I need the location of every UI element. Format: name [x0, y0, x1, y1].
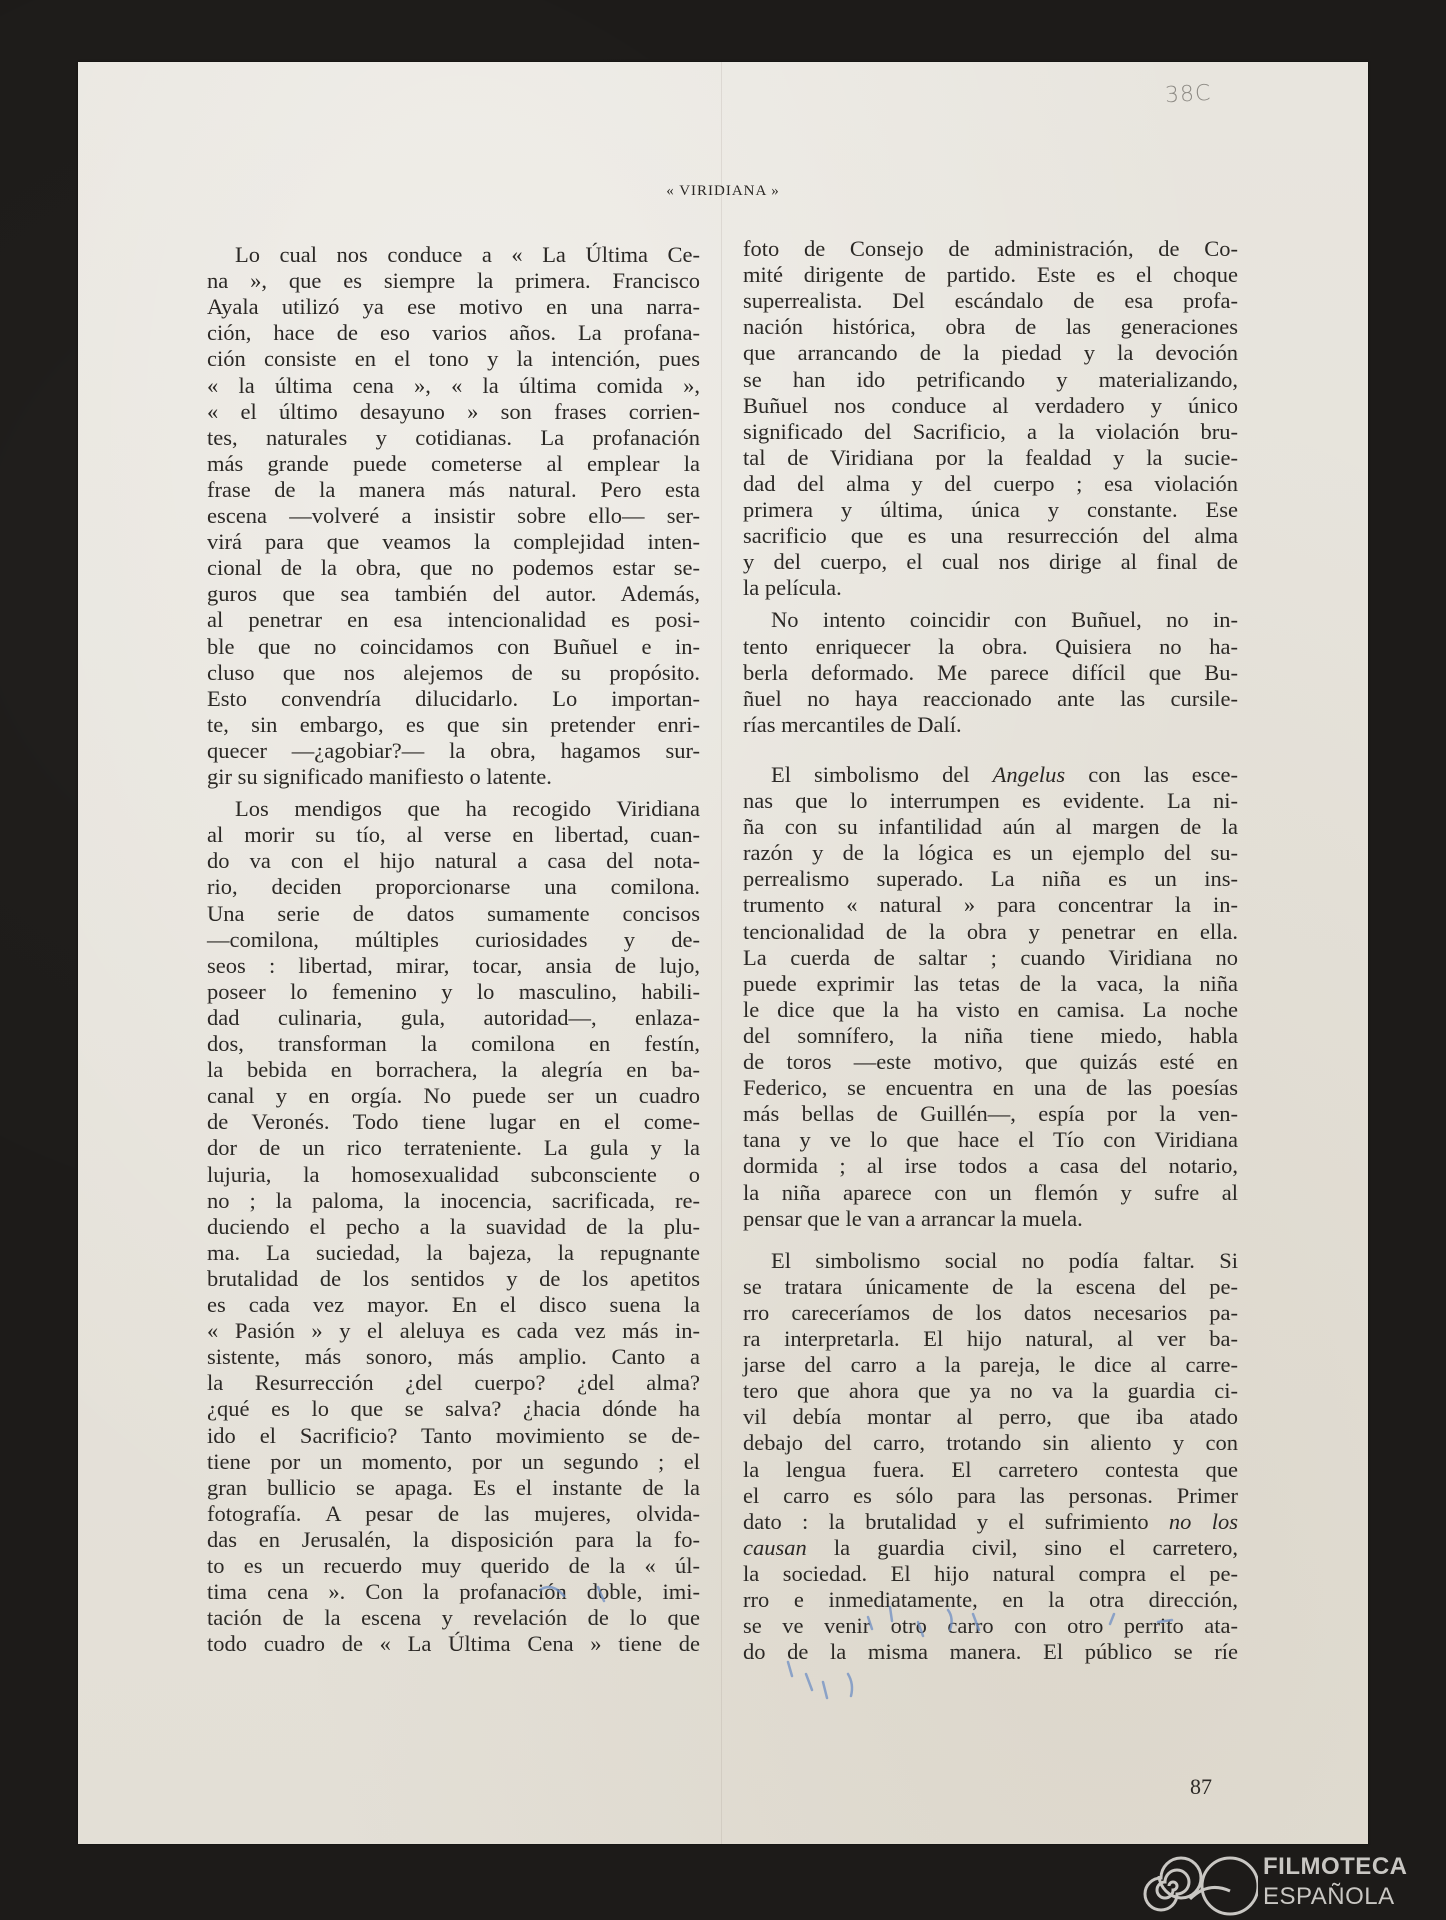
text-run: del somnífero, la niña tiene miedo, habla — [743, 1022, 1238, 1048]
text-run: dad del alma y del cuerpo ; esa violación — [743, 470, 1238, 496]
handwritten-note: 38C — [1164, 80, 1212, 109]
text-line — [207, 822, 700, 848]
text-line — [743, 1049, 1238, 1075]
text-run: ble que no coincidamos con Buñuel e in- — [207, 633, 700, 659]
text-line — [207, 901, 700, 927]
text-run: Ayala utilizó ya ese motivo en una narra- — [207, 294, 700, 320]
running-header-text: « VIRIDIANA » — [666, 183, 780, 199]
text-run: le dice que la ha visto en camisa. La noche — [743, 996, 1238, 1022]
text-run: al penetrar en esa intencionalidad es posi- — [207, 607, 700, 633]
text-line — [743, 971, 1238, 997]
text-line — [743, 712, 1238, 738]
text-run: te, sin embargo, es que sin pretender enri- — [207, 711, 700, 737]
text-run: dor de un rico terrateniente. La gula y la — [207, 1135, 700, 1161]
text-line — [743, 1127, 1238, 1153]
text-run: vil debía montar al perro, que iba atado — [743, 1404, 1238, 1430]
text-run: ción consiste en el tono y la intención, pues — [207, 346, 700, 372]
text-run: dormida ; al irse todos a casa del notario, — [743, 1153, 1238, 1179]
text-line — [743, 314, 1238, 340]
text-run: es cada vez mayor. En el disco suena la — [207, 1292, 700, 1317]
text-run: frase de la manera más natural. Pero esta — [207, 476, 700, 502]
text-line — [207, 373, 700, 399]
text-run: poseer lo femenino y lo masculino, habili- — [207, 978, 700, 1004]
text-line — [743, 1274, 1238, 1300]
text-line — [207, 1188, 700, 1214]
text-run: « el último desayuno » son frases corrien- — [207, 398, 700, 424]
text-run: ñuel no haya reaccionado ante las cursile- — [743, 685, 1238, 711]
text-run: dad culinaria, gula, autoridad—, enlaza- — [207, 1004, 700, 1030]
text-run: El simbolismo social no podía faltar. Si — [771, 1247, 1238, 1273]
text-run: mité dirigente de partido. Este es el choque — [743, 262, 1238, 288]
text-line — [207, 927, 700, 953]
text-line — [207, 712, 700, 738]
text-run: ido el Sacrificio? Tanto movimiento se de- — [207, 1422, 700, 1448]
text-line — [207, 764, 700, 790]
text-line — [207, 346, 700, 372]
text-line — [207, 1631, 700, 1657]
text-run: la guardia civil, sino el carretero, — [806, 1534, 1238, 1560]
text-run: perrealismo superado. La niña es un ins- — [743, 866, 1238, 892]
text-line — [207, 477, 700, 503]
text-run: Esto convendría dilucidarlo. Lo importan- — [207, 685, 700, 711]
filmoteca-spiral-logo-icon — [1138, 1855, 1258, 1917]
text-line — [743, 523, 1238, 549]
text-line — [743, 997, 1238, 1023]
text-line — [743, 1101, 1238, 1127]
logo-subtitle: ESPAÑOLA — [1263, 1883, 1395, 1910]
text-line — [207, 1109, 700, 1135]
text-line — [207, 1396, 700, 1422]
text-run: dato : la brutalidad y el sufrimiento — [743, 1508, 1169, 1534]
text-run: rías mercantiles de Dalí. — [743, 711, 962, 737]
text-line — [743, 1378, 1238, 1404]
text-run: seos : libertad, mirar, tocar, ansia de lujo, — [207, 952, 700, 978]
italic-text-run: Angelus — [992, 761, 1066, 787]
text-line — [743, 634, 1238, 660]
text-line — [207, 1031, 700, 1057]
text-run: Lo cual nos conduce a « La Última Ce- — [235, 242, 700, 267]
text-line — [743, 1535, 1238, 1561]
text-line — [207, 607, 700, 633]
text-line — [743, 1075, 1238, 1101]
text-line — [743, 1639, 1238, 1665]
text-run: tación de la escena y revelación de lo que — [207, 1605, 700, 1631]
text-run: al morir su tío, al verse en libertad, cuan- — [207, 822, 700, 848]
page-fold-line — [721, 62, 722, 1844]
text-line — [207, 1449, 700, 1475]
paragraph-first-line — [743, 1248, 1238, 1274]
text-line — [207, 1240, 700, 1266]
text-run: « Pasión » y el aleluya es cada vez más in- — [207, 1318, 700, 1344]
text-line — [743, 471, 1238, 497]
text-line — [207, 1423, 700, 1449]
text-line — [207, 1162, 700, 1188]
text-line — [207, 979, 700, 1005]
text-run: Los mendigos que ha recogido Viridiana — [235, 796, 700, 822]
paragraph-first-line — [743, 762, 1238, 788]
text-line — [207, 425, 700, 451]
text-line — [207, 1292, 700, 1318]
text-line — [743, 1206, 1238, 1232]
text-run: gran bullicio se apaga. Es el instante de la — [207, 1474, 700, 1500]
text-line — [743, 1561, 1238, 1587]
text-run: Federico, se encuentra en una de las poesías — [743, 1075, 1238, 1101]
text-run: La cuerda de saltar ; cuando Viridiana no — [743, 944, 1238, 970]
text-run: y del cuerpo, el cual nos dirige al final de — [743, 549, 1238, 575]
text-line — [743, 367, 1238, 393]
text-line — [743, 1430, 1238, 1456]
text-line — [207, 1135, 700, 1161]
text-line — [207, 1005, 700, 1031]
text-line — [207, 660, 700, 686]
text-line — [207, 1318, 700, 1344]
text-line — [207, 874, 700, 900]
text-run: la niña aparece con un flemón y sufre al — [743, 1179, 1238, 1205]
text-line — [743, 236, 1238, 262]
text-run: debajo del carro, trotando sin aliento y con — [743, 1430, 1238, 1456]
text-run: sistente, más sonoro, más amplio. Canto a — [207, 1344, 700, 1370]
text-line — [207, 953, 700, 979]
text-line — [743, 1587, 1238, 1613]
text-line — [207, 1344, 700, 1370]
text-run: que arrancando de la piedad y la devoción — [743, 340, 1238, 366]
text-line — [743, 1300, 1238, 1326]
text-run: jarse del carro a la pareja, le dice al carre- — [743, 1352, 1238, 1378]
text-run: más bellas de Guillén—, espía por la ven- — [743, 1101, 1238, 1127]
logo-name: FILMOTECA — [1263, 1853, 1408, 1880]
text-line — [743, 1483, 1238, 1509]
text-run: de toros —este motivo, que quizás esté en — [743, 1049, 1238, 1074]
text-run: primera y última, única y constante. Ese — [743, 497, 1238, 522]
text-line — [743, 945, 1238, 971]
text-line — [207, 529, 700, 555]
text-run: nación histórica, obra de las generaciones — [743, 314, 1238, 340]
text-line — [207, 1266, 700, 1292]
text-line — [743, 575, 1238, 601]
text-run: escena —volveré a insistir sobre ello— ser- — [207, 503, 700, 528]
text-line — [207, 1370, 700, 1396]
text-run: ra interpretarla. El hijo natural, al ver ba- — [743, 1326, 1238, 1351]
text-line — [743, 814, 1238, 840]
text-run: trumento « natural » para concentrar la in- — [743, 892, 1238, 918]
text-line — [207, 1057, 700, 1083]
text-run: ción, hace de eso varios años. La profana- — [207, 320, 700, 346]
text-line — [743, 340, 1238, 366]
text-run: tiene por un momento, por un segundo ; el — [207, 1448, 700, 1474]
text-line — [743, 288, 1238, 314]
text-run: la lengua fuera. El carretero contesta que — [743, 1456, 1238, 1482]
paragraph-first-line — [207, 242, 700, 268]
text-line — [207, 451, 700, 477]
text-line — [207, 1083, 700, 1109]
document-page — [78, 62, 1368, 1844]
text-run: cluso que nos alejemos de su propósito. — [207, 659, 700, 685]
text-run: la bebida en borrachera, la alegría en ba- — [207, 1057, 700, 1083]
text-line — [743, 1153, 1238, 1179]
text-line — [743, 1023, 1238, 1049]
text-run: cional de la obra, que no podemos estar se- — [207, 555, 700, 581]
text-line — [207, 738, 700, 764]
text-line — [207, 503, 700, 529]
text-run: el carro es sólo para las personas. Primer — [743, 1482, 1238, 1508]
text-line — [207, 634, 700, 660]
text-line — [207, 581, 700, 607]
italic-text-run: causan — [743, 1534, 807, 1560]
text-run: virá para que veamos la complejidad inten- — [207, 529, 700, 555]
text-line — [743, 686, 1238, 712]
text-run: tento enriquecer la obra. Quisiera no ha- — [743, 633, 1238, 659]
text-line — [207, 555, 700, 581]
text-column-right — [743, 62, 1238, 1844]
text-line — [743, 549, 1238, 575]
text-run: la Resurrección ¿del cuerpo? ¿del alma? — [207, 1370, 700, 1396]
text-line — [207, 1527, 700, 1553]
text-line — [743, 497, 1238, 523]
text-line — [743, 866, 1238, 892]
text-line — [743, 840, 1238, 866]
text-line — [743, 1326, 1238, 1352]
text-line — [743, 1509, 1238, 1535]
text-line — [207, 686, 700, 712]
text-run: guros que sea también del autor. Además, — [207, 581, 700, 607]
text-line — [207, 1579, 700, 1605]
text-run: puede exprimir las tetas de la vaca, la niña — [743, 970, 1238, 996]
text-run: to es un recuerdo muy querido de la « úl- — [207, 1553, 700, 1578]
text-column-left — [207, 62, 700, 1844]
text-line — [207, 848, 700, 874]
text-run: tana y ve lo que hace el Tío con Viridiana — [743, 1127, 1238, 1153]
text-line — [743, 1180, 1238, 1206]
text-run: más grande puede cometerse al emplear la — [207, 450, 700, 476]
text-line — [743, 1352, 1238, 1378]
text-run: brutalidad de los sentidos y de los apetitos — [207, 1265, 700, 1291]
text-line — [743, 393, 1238, 419]
text-line — [743, 419, 1238, 445]
text-run: todo cuadro de « La Última Cena » tiene de — [207, 1631, 700, 1657]
text-line — [207, 294, 700, 320]
text-line — [207, 1501, 700, 1527]
text-run: quecer —¿agobiar?— la obra, hagamos sur- — [207, 737, 700, 763]
page-number: 87 — [1190, 1774, 1212, 1799]
text-run: El simbolismo del — [771, 761, 993, 787]
text-run: tal de Viridiana por la fealdad y la sucie- — [743, 444, 1238, 470]
text-line — [207, 268, 700, 294]
text-run: berla deformado. Me parece difícil que Bu- — [743, 659, 1238, 685]
text-run: pensar que le van a arrancar la muela. — [743, 1205, 1083, 1231]
text-line — [743, 445, 1238, 471]
text-run: nas que lo interrumpen es evidente. La ni- — [743, 788, 1238, 813]
text-run: tima cena ». Con la profanación doble, imi- — [207, 1579, 700, 1605]
text-run: das en Jerusalén, la disposición para la fo- — [207, 1526, 700, 1552]
text-run: la película. — [743, 575, 842, 601]
text-run: lujuria, la homosexualidad subconsciente o — [207, 1161, 700, 1187]
text-line — [743, 1457, 1238, 1483]
text-run: no ; la paloma, la inocencia, sacrificada, re- — [207, 1187, 700, 1213]
text-line — [743, 262, 1238, 288]
text-run: Buñuel nos conduce al verdadero y único — [743, 392, 1238, 418]
text-line — [207, 1553, 700, 1579]
text-run: significado del Sacrificio, a la violación bru- — [743, 418, 1238, 444]
text-run: —comilona, múltiples curiosidades y de- — [207, 926, 700, 952]
text-run: ¿qué es lo que se salva? ¿hacia dónde ha — [207, 1396, 700, 1422]
text-line — [743, 892, 1238, 918]
text-run: « la última cena », « la última comida », — [207, 372, 700, 398]
text-run: canal y en orgía. No puede ser un cuadro — [207, 1083, 700, 1109]
text-run: tencionalidad de la obra y penetrar en ella. — [743, 918, 1238, 944]
text-line — [207, 1214, 700, 1240]
text-run: tero que ahora que ya no va la guardia ci- — [743, 1378, 1238, 1404]
text-run: dos, transforman la comilona en festín, — [207, 1031, 700, 1056]
text-run: ma. La suciedad, la bajeza, la repugnante — [207, 1239, 700, 1265]
text-line — [743, 788, 1238, 814]
paragraph-first-line — [207, 796, 700, 822]
text-line — [743, 1404, 1238, 1430]
text-line — [207, 320, 700, 346]
text-run: na », que es siempre la primera. Francisco — [207, 268, 700, 294]
text-run: con las esce- — [1065, 761, 1238, 787]
text-run: se han ido petrificando y materializando, — [743, 366, 1238, 392]
text-run: gir su significado manifiesto o latente. — [207, 764, 552, 789]
text-run: Una serie de datos sumamente concisos — [207, 900, 700, 926]
filmoteca-logo — [1138, 1853, 1438, 1917]
text-run: do de la misma manera. El público se ríe — [743, 1639, 1238, 1665]
text-run: rro e inmediatamente, en la otra dirección, — [743, 1587, 1238, 1612]
text-run: foto de Consejo de administración, de Co- — [743, 236, 1238, 261]
text-run: rro careceríamos de los datos necesarios pa- — [743, 1299, 1238, 1325]
paragraph-first-line — [743, 607, 1238, 633]
text-run: se ve venir otro carro con otro perrito ata- — [743, 1613, 1238, 1639]
text-run: sacrificio que es una resurrección del alma — [743, 523, 1238, 549]
italic-text-run: no los — [1168, 1508, 1238, 1534]
text-run: la sociedad. El hijo natural compra el pe- — [743, 1560, 1238, 1586]
text-line — [207, 1605, 700, 1631]
text-run: de Veronés. Todo tiene lugar en el come- — [207, 1109, 700, 1135]
text-run: fotografía. A pesar de las mujeres, olvida- — [207, 1500, 700, 1526]
text-run: ña con su infantilidad aún al margen de la — [743, 814, 1238, 840]
text-run: se tratara únicamente de la escena del pe- — [743, 1273, 1238, 1299]
text-run: razón y de la lógica es un ejemplo del su- — [743, 840, 1238, 866]
text-run: duciendo el pecho a la suavidad de la plu- — [207, 1213, 700, 1239]
text-line — [743, 1613, 1238, 1639]
text-run: do va con el hijo natural a casa del nota- — [207, 848, 700, 874]
text-run: superrealista. Del escándalo de esa profa- — [743, 288, 1238, 314]
text-line — [743, 660, 1238, 686]
text-run: tes, naturales y cotidianas. La profanación — [207, 424, 700, 450]
text-line — [743, 919, 1238, 945]
text-line — [207, 1475, 700, 1501]
text-run: No intento coincidir con Buñuel, no in- — [771, 607, 1238, 633]
text-line — [207, 399, 700, 425]
text-run: rio, deciden proporcionarse una comilona. — [207, 874, 700, 900]
